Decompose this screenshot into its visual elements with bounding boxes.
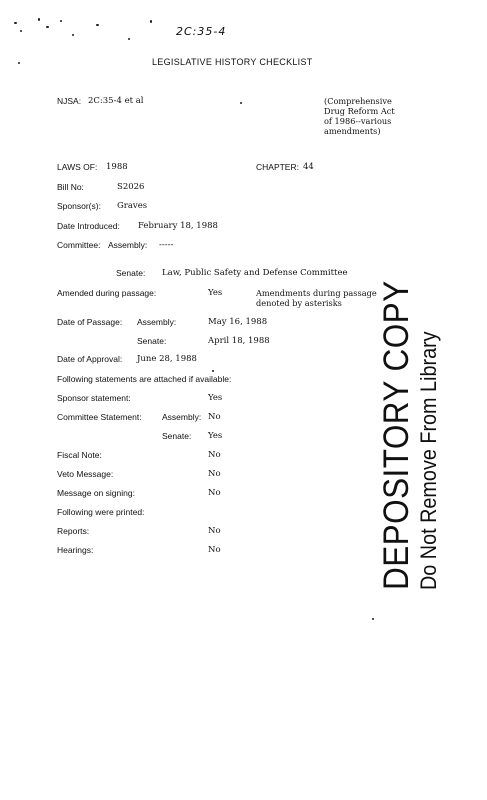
- amended-value: Yes: [208, 288, 223, 298]
- njsa-note: (Comprehensive Drug Reform Act of 1986--various amendments): [324, 96, 395, 136]
- following-printed-heading: Following were printed:: [57, 507, 145, 517]
- sponsor-statement-label: Sponsor statement:: [57, 393, 131, 403]
- bill-no-value: S2026: [117, 182, 145, 192]
- date-of-passage-label: Date of Passage:: [57, 317, 123, 327]
- hearings-value: No: [208, 545, 221, 555]
- passage-senate-value: April 18, 1988: [208, 336, 270, 346]
- committee-statement-senate-value: Yes: [208, 431, 223, 441]
- message-on-signing-value: No: [208, 488, 221, 498]
- sponsor-statement-value: Yes: [208, 393, 223, 403]
- chapter-label: CHAPTER:: [256, 162, 299, 172]
- committee-assembly-value: -----: [159, 240, 174, 250]
- chapter-value: 44: [303, 162, 314, 172]
- amended-label: Amended during passage:: [57, 288, 157, 298]
- reports-label: Reports:: [57, 526, 90, 536]
- committee-statement-senate-label: Senate:: [162, 431, 192, 441]
- committee-statement-assembly-value: No: [208, 412, 221, 422]
- do-not-remove-text: Do Not Remove From Library: [416, 331, 441, 590]
- laws-of-value: 1988: [106, 162, 128, 172]
- laws-of-label: LAWS OF:: [57, 162, 98, 172]
- committee-statement-label: Committee Statement:: [57, 412, 142, 422]
- passage-senate-label: Senate:: [137, 336, 167, 346]
- committee-label: Committee:: [57, 240, 101, 250]
- date-introduced-label: Date Introduced:: [57, 221, 120, 231]
- date-introduced-value: February 18, 1988: [138, 221, 218, 231]
- njsa-value: 2C:35-4 et al: [88, 96, 144, 106]
- committee-statement-assembly-label: Assembly:: [162, 412, 202, 422]
- depository-stamp: [377, 246, 442, 590]
- passage-assembly-value: May 16, 1988: [208, 317, 268, 327]
- njsa-label: NJSA:: [57, 96, 82, 106]
- sponsors-label: Sponsor(s):: [57, 201, 101, 211]
- bill-no-label: Bill No:: [57, 182, 84, 192]
- date-of-approval-value: June 28, 1988: [137, 354, 197, 364]
- committee-senate-value: Law, Public Safety and Defense Committee: [162, 268, 348, 278]
- veto-message-label: Veto Message:: [57, 469, 114, 479]
- sponsors-value: Graves: [117, 201, 148, 211]
- date-of-approval-label: Date of Approval:: [57, 354, 123, 364]
- passage-assembly-label: Assembly:: [137, 317, 177, 327]
- depository-copy-text: DEPOSITORY COPY: [377, 280, 416, 590]
- following-attached-heading: Following statements are attached if available:: [57, 374, 232, 384]
- reports-value: No: [208, 526, 221, 536]
- committee-assembly-label: Assembly:: [108, 240, 148, 250]
- hearings-label: Hearings:: [57, 545, 94, 555]
- veto-message-value: No: [208, 469, 221, 479]
- message-on-signing-label: Message on signing:: [57, 488, 135, 498]
- committee-senate-label: Senate:: [116, 268, 146, 278]
- fiscal-note-label: Fiscal Note:: [57, 450, 102, 460]
- fiscal-note-value: No: [208, 450, 221, 460]
- page-title: LEGISLATIVE HISTORY CHECKLIST: [152, 57, 313, 67]
- amended-note: Amendments during passage denoted by asterisks: [256, 288, 377, 308]
- handwritten-reference: 2C:35-4: [176, 25, 227, 38]
